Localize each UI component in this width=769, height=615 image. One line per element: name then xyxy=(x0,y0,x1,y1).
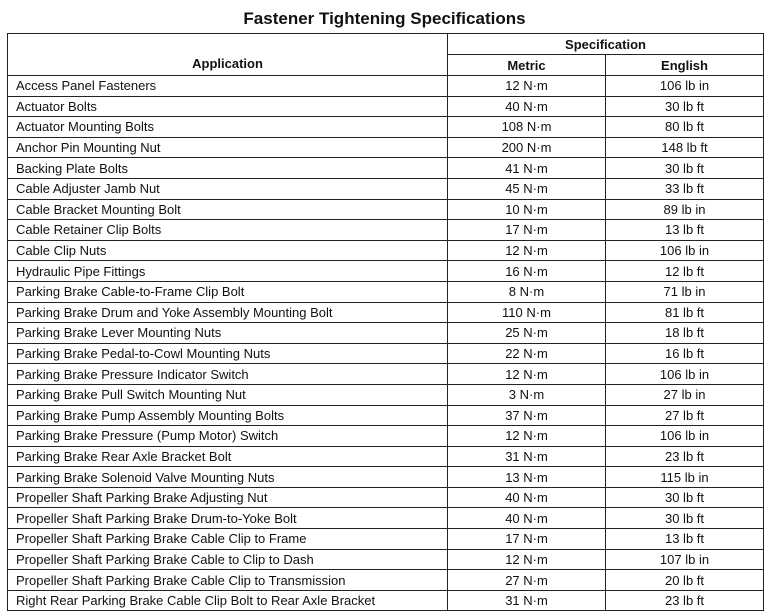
application-cell: Access Panel Fasteners xyxy=(8,76,448,97)
application-cell: Backing Plate Bolts xyxy=(8,158,448,179)
application-cell: Hydraulic Pipe Fittings xyxy=(8,261,448,282)
metric-cell: 12 N·m xyxy=(448,76,606,97)
application-cell: Actuator Mounting Bolts xyxy=(8,117,448,138)
metric-cell: 27 N·m xyxy=(448,570,606,591)
metric-cell: 31 N·m xyxy=(448,446,606,467)
metric-cell: 40 N·m xyxy=(448,96,606,117)
table-row xyxy=(8,281,764,302)
table-header xyxy=(8,34,764,76)
application-cell: Right Rear Parking Brake Cable Clip Bolt to Rear Axle Bracket xyxy=(8,590,448,611)
english-cell: 18 lb ft xyxy=(606,323,764,344)
metric-cell: 12 N·m xyxy=(448,364,606,385)
header-row-top xyxy=(8,34,764,55)
application-cell: Parking Brake Pressure (Pump Motor) Switch xyxy=(8,426,448,447)
english-cell: 33 lb ft xyxy=(606,178,764,199)
table-row xyxy=(8,487,764,508)
application-cell: Propeller Shaft Parking Brake Cable Clip to Transmission xyxy=(8,570,448,591)
metric-cell: 40 N·m xyxy=(448,487,606,508)
english-cell: 115 lb in xyxy=(606,467,764,488)
english-cell: 12 lb ft xyxy=(606,261,764,282)
table-row xyxy=(8,117,764,138)
english-cell: 81 lb ft xyxy=(606,302,764,323)
application-cell: Propeller Shaft Parking Brake Cable to Clip to Dash xyxy=(8,549,448,570)
application-cell: Anchor Pin Mounting Nut xyxy=(8,137,448,158)
application-cell: Parking Brake Drum and Yoke Assembly Mounting Bolt xyxy=(8,302,448,323)
application-cell: Parking Brake Pull Switch Mounting Nut xyxy=(8,384,448,405)
application-cell: Propeller Shaft Parking Brake Cable Clip to Frame xyxy=(8,529,448,550)
application-cell: Propeller Shaft Parking Brake Adjusting Nut xyxy=(8,487,448,508)
table-row xyxy=(8,220,764,241)
english-cell: 80 lb ft xyxy=(606,117,764,138)
table-row xyxy=(8,240,764,261)
metric-cell: 200 N·m xyxy=(448,137,606,158)
english-cell: 107 lb in xyxy=(606,549,764,570)
metric-cell: 37 N·m xyxy=(448,405,606,426)
application-cell: Parking Brake Solenoid Valve Mounting Nuts xyxy=(8,467,448,488)
specification-group-header: Specification xyxy=(448,34,764,55)
metric-cell: 108 N·m xyxy=(448,117,606,138)
english-cell: 106 lb in xyxy=(606,426,764,447)
table-row xyxy=(8,323,764,344)
application-cell: Cable Clip Nuts xyxy=(8,240,448,261)
metric-cell: 41 N·m xyxy=(448,158,606,179)
table-row xyxy=(8,343,764,364)
english-cell: 16 lb ft xyxy=(606,343,764,364)
fastener-spec-table xyxy=(7,33,764,611)
metric-cell: 3 N·m xyxy=(448,384,606,405)
application-cell: Propeller Shaft Parking Brake Drum-to-Yoke Bolt xyxy=(8,508,448,529)
metric-cell: 25 N·m xyxy=(448,323,606,344)
application-cell: Actuator Bolts xyxy=(8,96,448,117)
english-cell: 13 lb ft xyxy=(606,529,764,550)
table-row xyxy=(8,384,764,405)
metric-cell: 17 N·m xyxy=(448,529,606,550)
application-cell: Cable Bracket Mounting Bolt xyxy=(8,199,448,220)
table-title: Fastener Tightening Specifications xyxy=(243,9,526,28)
table-row xyxy=(8,137,764,158)
metric-cell: 31 N·m xyxy=(448,590,606,611)
metric-cell: 12 N·m xyxy=(448,426,606,447)
table-row xyxy=(8,364,764,385)
metric-cell: 8 N·m xyxy=(448,281,606,302)
table-row xyxy=(8,178,764,199)
table-row xyxy=(8,261,764,282)
metric-cell: 17 N·m xyxy=(448,220,606,241)
metric-cell: 45 N·m xyxy=(448,178,606,199)
metric-cell: 10 N·m xyxy=(448,199,606,220)
table-row xyxy=(8,96,764,117)
metric-cell: 12 N·m xyxy=(448,240,606,261)
english-cell: 20 lb ft xyxy=(606,570,764,591)
english-cell: 30 lb ft xyxy=(606,508,764,529)
metric-cell: 110 N·m xyxy=(448,302,606,323)
application-cell: Parking Brake Lever Mounting Nuts xyxy=(8,323,448,344)
english-cell: 27 lb in xyxy=(606,384,764,405)
english-cell: 89 lb in xyxy=(606,199,764,220)
application-cell: Parking Brake Pump Assembly Mounting Bolts xyxy=(8,405,448,426)
english-cell: 30 lb ft xyxy=(606,96,764,117)
application-cell: Parking Brake Rear Axle Bracket Bolt xyxy=(8,446,448,467)
english-cell: 148 lb ft xyxy=(606,137,764,158)
table-row xyxy=(8,446,764,467)
table-row xyxy=(8,590,764,611)
english-cell: 13 lb ft xyxy=(606,220,764,241)
english-cell: 23 lb ft xyxy=(606,590,764,611)
english-cell: 106 lb in xyxy=(606,76,764,97)
table-row xyxy=(8,199,764,220)
english-cell: 27 lb ft xyxy=(606,405,764,426)
table-row xyxy=(8,158,764,179)
english-cell: 30 lb ft xyxy=(606,158,764,179)
application-cell: Parking Brake Pedal-to-Cowl Mounting Nuts xyxy=(8,343,448,364)
english-cell: 106 lb in xyxy=(606,364,764,385)
metric-cell: 40 N·m xyxy=(448,508,606,529)
table-row xyxy=(8,570,764,591)
table-row xyxy=(8,549,764,570)
metric-cell: 12 N·m xyxy=(448,549,606,570)
application-column-header: Application xyxy=(8,34,448,76)
application-cell: Cable Retainer Clip Bolts xyxy=(8,220,448,241)
table-row xyxy=(8,426,764,447)
table-row xyxy=(8,302,764,323)
metric-cell: 16 N·m xyxy=(448,261,606,282)
application-cell: Parking Brake Pressure Indicator Switch xyxy=(8,364,448,385)
english-cell: 30 lb ft xyxy=(606,487,764,508)
english-cell: 106 lb in xyxy=(606,240,764,261)
english-cell: 71 lb in xyxy=(606,281,764,302)
table-row xyxy=(8,529,764,550)
metric-cell: 13 N·m xyxy=(448,467,606,488)
table-row xyxy=(8,405,764,426)
table-row xyxy=(8,467,764,488)
application-cell: Cable Adjuster Jamb Nut xyxy=(8,178,448,199)
table-body xyxy=(8,76,764,611)
table-row xyxy=(8,508,764,529)
application-cell: Parking Brake Cable-to-Frame Clip Bolt xyxy=(8,281,448,302)
english-cell: 23 lb ft xyxy=(606,446,764,467)
table-row xyxy=(8,76,764,97)
english-column-header: English xyxy=(606,55,764,76)
metric-column-header: Metric xyxy=(448,55,606,76)
metric-cell: 22 N·m xyxy=(448,343,606,364)
